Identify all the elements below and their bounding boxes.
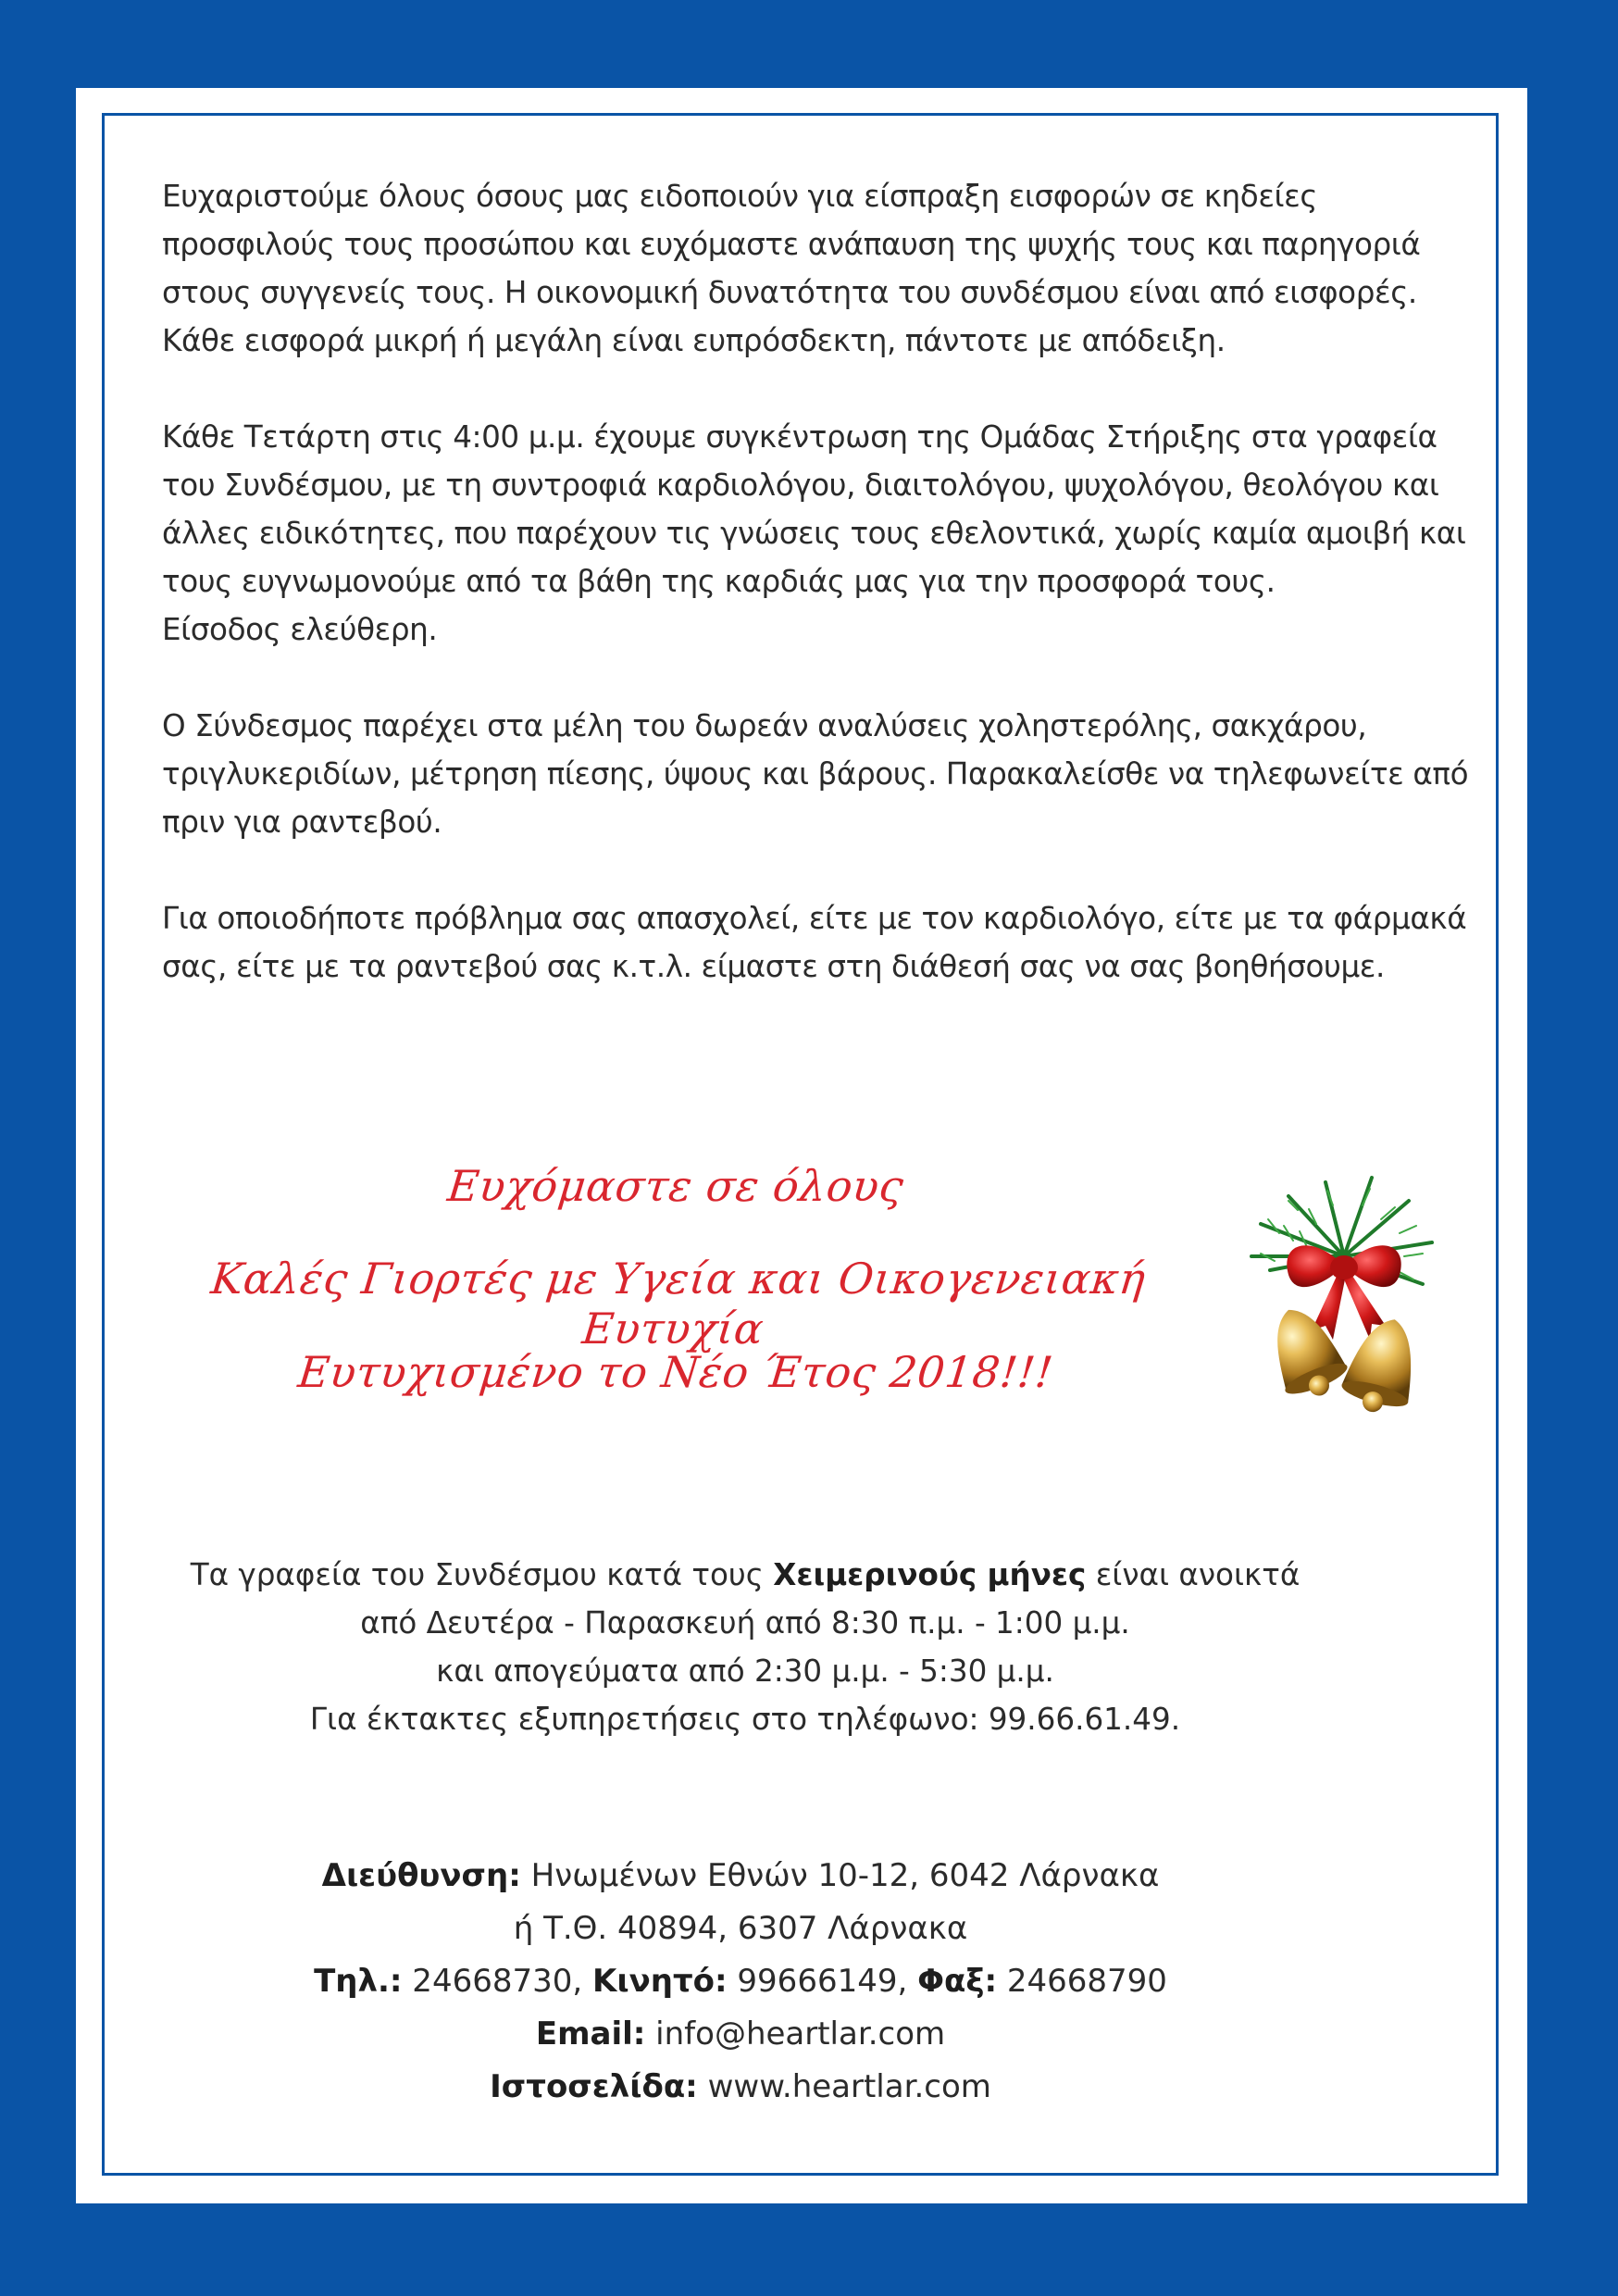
greeting-line-2: Καλές Γιορτές με Υγεία και Οικογενειακή Ευτυχία <box>208 1254 1149 1354</box>
office-hours <box>139 1551 1351 1743</box>
email-line: Email: info@heartlar.com <box>535 2015 946 2053</box>
hours-line-1: Τα γραφεία του Συνδέσμου κατά τους Χειμερινούς μήνες είναι ανοικτά <box>190 1557 1301 1592</box>
greeting-line-1: Ευχόμαστε σε όλους <box>445 1161 906 1211</box>
main-text <box>162 172 1476 1039</box>
phone-line: Τηλ.: 24668730, Κινητό: 99666149, Φαξ: 24668790 <box>314 1963 1167 2000</box>
contact-info <box>139 1850 1342 2114</box>
hours-line-2: από Δευτέρα - Παρασκευή από 8:30 π.μ. - 1:00 μ.μ. <box>360 1605 1130 1641</box>
email-link[interactable]: info@heartlar.com <box>645 2015 946 2053</box>
paragraph-help: Για οποιοδήποτε πρόβλημα σας απασχολεί, είτε με τον καρδιολόγο, είτε με τα φάρμακά σας, είτε με τα ραντεβού σας κ.τ.λ. είμαστε στη διάθεσή σας να σας βοηθήσουμε. <box>162 901 1467 984</box>
address-line: Διεύθυνση: Ηνωμένων Εθνών 10-12, 6042 Λάρνακα <box>321 1857 1160 1894</box>
hours-line-4: Για έκτακτες εξυπηρετήσεις στο τηλέφωνο: 99.66.61.49. <box>309 1702 1181 1737</box>
paragraph-free-tests: Ο Σύνδεσμος παρέχει στα μέλη του δωρεάν αναλύσεις χοληστερόλης, σακχάρου, τριγλυκεριδίων, μέτρηση πίεσης, ύψους και βάρους. Παρακαλείσθε να τηλεφωνείτε από πριν για ραντεβού. <box>162 708 1469 840</box>
website-link[interactable]: www.heartlar.com <box>697 2068 991 2105</box>
christmas-bells-icon <box>1224 1168 1464 1428</box>
website-line: Ιστοσελίδα: www.heartlar.com <box>490 2068 991 2105</box>
hours-line-3: και απογεύματα από 2:30 μ.μ. - 5:30 μ.μ. <box>436 1653 1054 1689</box>
greeting-line-3: Ευτυχισμένο το Νέο Έτος 2018!!! <box>295 1347 1056 1397</box>
paragraph-contributions: Ευχαριστούμε όλους όσους μας ειδοποιούν για είσπραξη εισφορών σε κηδείες προσφιλούς τους προσώπου και ευχόμαστε ανάπαυση της ψυχής τους και παρηγοριά στους συγγενείς τους. Η οικονομική δυνατότητα του συνδέσμου είναι από εισφορές. Κάθε εισφορά μικρή ή μεγάλη είναι ευπρόσδεκτη, πάντοτε με απόδειξη. <box>162 179 1421 358</box>
paragraph-free-entry: Είσοδος ελεύθερη. <box>162 612 438 647</box>
po-box-line: ή Τ.Θ. 40894, 6307 Λάρνακα <box>513 1910 968 1947</box>
paragraph-support-group: Κάθε Τετάρτη στις 4:00 μ.μ. έχουμε συγκέντρωση της Ομάδας Στήριξης στα γραφεία του Συνδέσμου, με τη συντροφιά καρδιολόγου, διαιτολόγου, ψυχολόγου, θεολόγου και άλλες ειδικότητες, που παρέχουν τις γνώσεις τους εθελοντικά, χωρίς καμία αμοιβή και τους ευγνωμονούμε από τα βάθη της καρδιάς μας για την προσφορά τους. <box>162 419 1466 599</box>
winter-months-label: Χειμερινούς μήνες <box>773 1557 1087 1592</box>
